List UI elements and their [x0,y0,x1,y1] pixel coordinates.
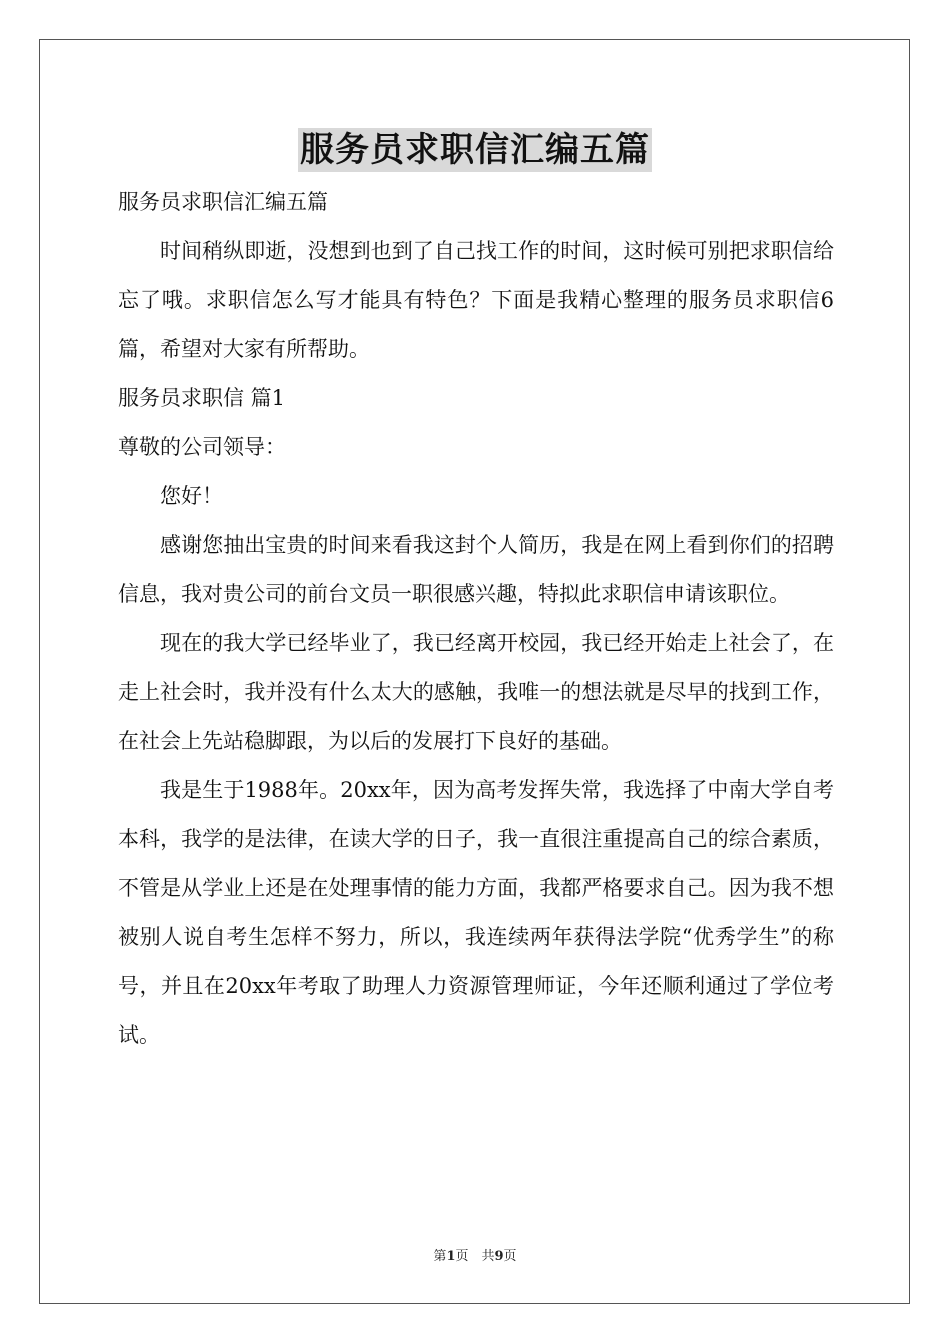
greeting: 您好！ [160,484,223,508]
body-paragraph: 现在的我大学已经毕业了，我已经离开校园，我已经开始走上社会了，在走上社会时，我并没有什么太大的感触，我唯一的想法就是尽早的找到工作，在社会上先站稳脚跟，为以后的发展打下良好的基础。 [118,631,834,753]
footer-suffix: 页 [503,1249,517,1264]
body-paragraph: 感谢您抽出宝贵的时间来看我这封个人简历，我是在网上看到你们的招聘信息，我对贵公司的前台文员一职很感兴趣，特拟此求职信申请该职位。 [118,533,834,606]
title-container [0,128,950,172]
footer-prefix: 第 [433,1249,447,1264]
document-body [118,178,834,1060]
document-title: 服务员求职信汇编五篇 [300,130,650,170]
footer-middle: 页 共 [455,1249,495,1264]
section-heading: 服务员求职信 篇1 [118,386,286,410]
subtitle: 服务员求职信汇编五篇 [118,190,328,214]
page-footer [0,1245,950,1264]
footer-page-number: 1 [446,1249,456,1264]
body-paragraph: 我是生于1988年。20xx年，因为高考发挥失常，我选择了中南大学自考本科，我学的是法律，在读大学的日子，我一直很注重提高自己的综合素质，不管是从学业上还是在处理事情的能力方面，我都严格要求自己。因为我不想被别人说自考生怎样不努力，所以，我连续两年获得法学院“优秀学生”的称号，并且在20xx年考取了助理人力资源管理师证，今年还顺利通过了学位考试。 [118,778,834,1047]
intro-paragraph: 时间稍纵即逝，没想到也到了自己找工作的时间，这时候可别把求职信给忘了哦。求职信怎么写才能具有特色？下面是我精心整理的服务员求职信6篇，希望对大家有所帮助。 [118,239,834,361]
footer-page-total: 9 [494,1249,504,1264]
salutation: 尊敬的公司领导： [118,435,286,459]
